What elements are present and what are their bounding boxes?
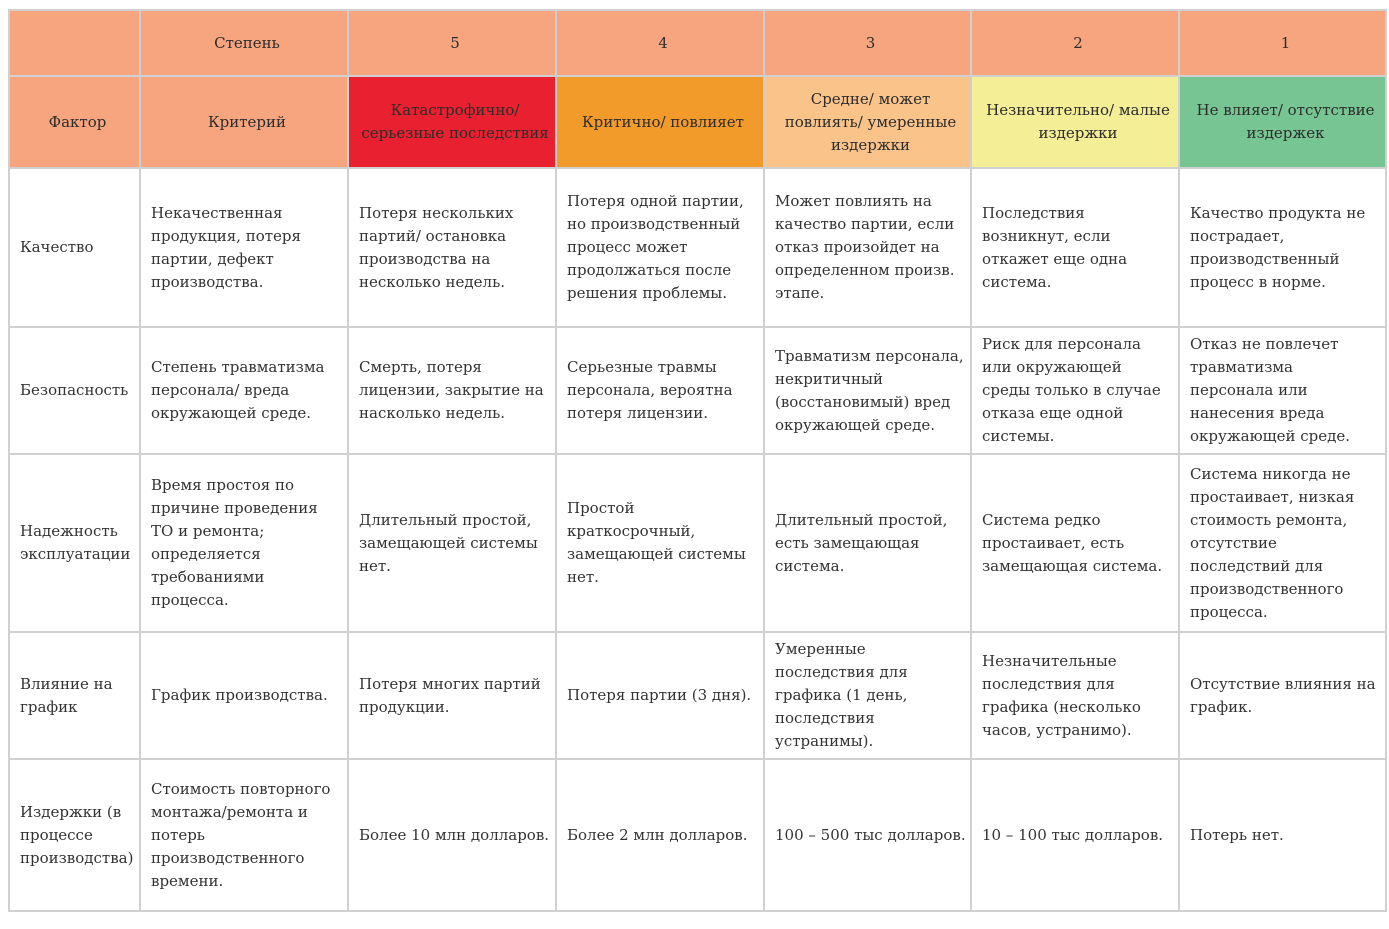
level-4-cell: Простой краткосрочный, замещающей системы нет. [556, 454, 764, 632]
level-4-name: Критично/ повлияет [556, 76, 764, 168]
level-5-cell: Потеря нескольких партий/ остановка производства на несколько недель. [348, 168, 556, 327]
level-5-cell: Смерть, потеря лицензии, закрытие на насколько недель. [348, 327, 556, 454]
header-criterion-label: Критерий [140, 76, 348, 168]
level-4-cell: Серьезные травмы персонала, вероятна потеря лицензии. [556, 327, 764, 454]
header-degree-label: Степень [140, 10, 348, 76]
factor-cell: Безопасность [9, 327, 140, 454]
table-row-schedule [9, 632, 1386, 759]
level-3-name: Средне/ может повлиять/ умеренные издержки [764, 76, 971, 168]
header-empty-cell [9, 10, 140, 76]
level-1-name: Не влияет/ отсутствие издержек [1179, 76, 1386, 168]
level-3-cell: Умеренные последствия для графика (1 день, последствия устранимы). [764, 632, 971, 759]
header-factor-label: Фактор [9, 76, 140, 168]
factor-cell: Издержки (в процессе производства) [9, 759, 140, 911]
header-row-criteria [9, 76, 1386, 168]
level-5-cell: Более 10 млн долларов. [348, 759, 556, 911]
level-5-name: Катастрофично/ серьезные последствия [348, 76, 556, 168]
level-5-cell: Потеря многих партий продукции. [348, 632, 556, 759]
level-1-cell: Качество продукта не пострадает, производственный процесс в норме. [1179, 168, 1386, 327]
level-3-cell: 100 – 500 тыс долларов. [764, 759, 971, 911]
factor-cell: Влияние на график [9, 632, 140, 759]
level-2-cell: Незначительные последствия для графика (несколько часов, устранимо). [971, 632, 1179, 759]
level-2-cell: 10 – 100 тыс долларов. [971, 759, 1179, 911]
header-level-4: 4 [556, 10, 764, 76]
level-3-cell: Длительный простой, есть замещающая система. [764, 454, 971, 632]
table-row-reliability [9, 454, 1386, 632]
table-row-quality [9, 168, 1386, 327]
criterion-cell: Время простоя по причине проведения ТО и ремонта; определяется требованиями процесса. [140, 454, 348, 632]
level-1-cell: Отсутствие влияния на график. [1179, 632, 1386, 759]
criterion-cell: Некачественная продукция, потеря партии, дефект производства. [140, 168, 348, 327]
header-level-1: 1 [1179, 10, 1386, 76]
level-2-cell: Последствия возникнут, если откажет еще одна система. [971, 168, 1179, 327]
risk-assessment-table [8, 9, 1387, 912]
factor-cell: Качество [9, 168, 140, 327]
factor-cell: Надежность эксплуатации [9, 454, 140, 632]
level-1-cell: Система никогда не простаивает, низкая стоимость ремонта, отсутствие последствий для производственного процесса. [1179, 454, 1386, 632]
level-2-name: Незначительно/ малые издержки [971, 76, 1179, 168]
level-1-cell: Потерь нет. [1179, 759, 1386, 911]
header-level-2: 2 [971, 10, 1179, 76]
level-2-cell: Система редко простаивает, есть замещающая система. [971, 454, 1179, 632]
table-row-costs [9, 759, 1386, 911]
header-level-3: 3 [764, 10, 971, 76]
level-3-cell: Травматизм персонала, некритичный (восстановимый) вред окружающей среде. [764, 327, 971, 454]
level-5-cell: Длительный простой, замещающей системы нет. [348, 454, 556, 632]
level-4-cell: Более 2 млн долларов. [556, 759, 764, 911]
header-level-5: 5 [348, 10, 556, 76]
level-1-cell: Отказ не повлечет травматизма персонала или нанесения вреда окружающей среде. [1179, 327, 1386, 454]
level-2-cell: Риск для персонала или окружающей среды только в случае отказа еще одной системы. [971, 327, 1179, 454]
criterion-cell: Степень травматизма персонала/ вреда окружающей среде. [140, 327, 348, 454]
level-4-cell: Потеря одной партии, но производственный процесс может продолжаться после решения проблемы. [556, 168, 764, 327]
criterion-cell: Стоимость повторного монтажа/ремонта и потерь производственного времени. [140, 759, 348, 911]
header-row-degree [9, 10, 1386, 76]
level-4-cell: Потеря партии (3 дня). [556, 632, 764, 759]
criterion-cell: График производства. [140, 632, 348, 759]
table-row-safety [9, 327, 1386, 454]
level-3-cell: Может повлиять на качество партии, если отказ произойдет на определенном произв. этапе. [764, 168, 971, 327]
